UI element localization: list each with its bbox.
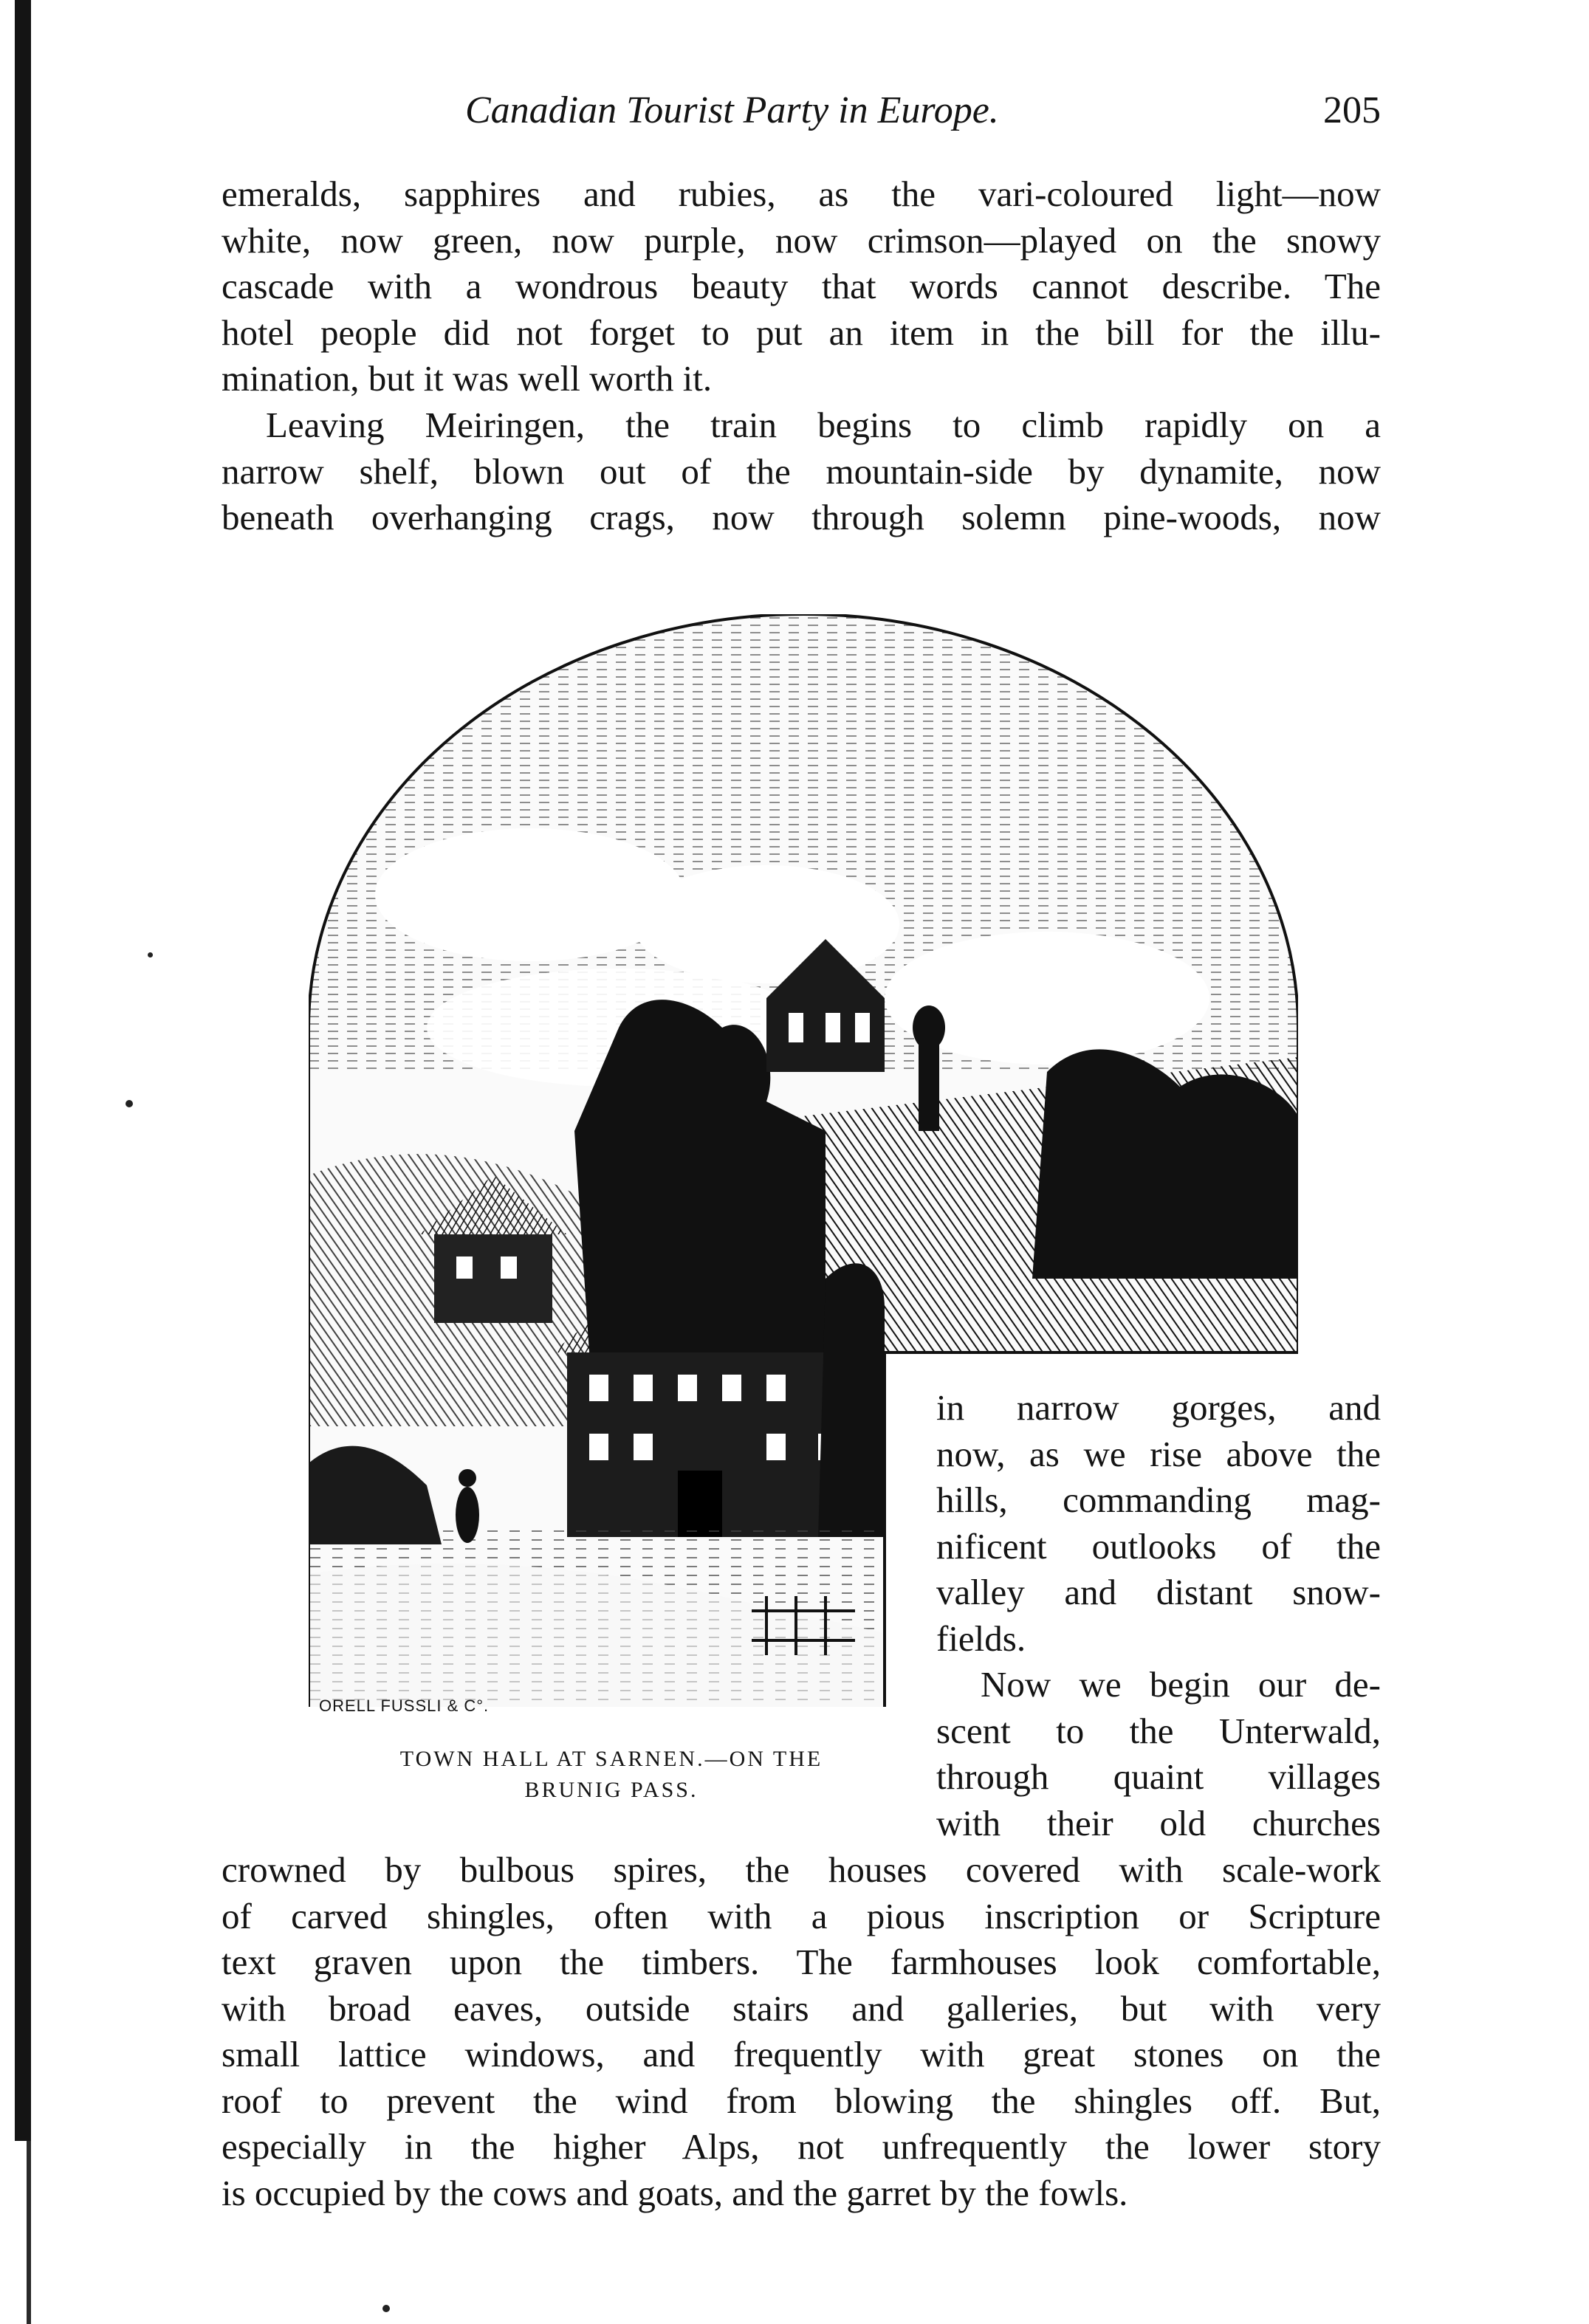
paragraph-bottom	[222, 1847, 1381, 2216]
text-line: cascade with a wondrous beauty that words cannot describe. The	[222, 266, 1381, 306]
text-line: Leaving Meiringen, the train begins to climb rapidly on a	[266, 405, 1381, 445]
caption-line: BRUNIG PASS.	[524, 1778, 699, 1802]
caption-line: TOWN HALL AT SARNEN.—ON THE	[399, 1747, 823, 1771]
text-line: with broad eaves, outside stairs and galleries, but with very	[222, 1987, 1381, 2029]
text-line: hills, commanding mag-	[936, 1479, 1381, 1520]
scan-speck	[382, 2305, 390, 2312]
scan-speck	[126, 1100, 133, 1107]
page-header	[222, 89, 1381, 140]
text-line: especially in the higher Alps, not unfrequently the lower story	[222, 2126, 1381, 2167]
text-line: Now we begin our de-	[981, 1664, 1381, 1705]
paragraph-2	[222, 402, 1381, 541]
text-line: emeralds, sapphires and rubies, as the vari-coloured light—now	[222, 173, 1381, 214]
text-line: white, now green, now purple, now crimson—played on the snowy	[222, 219, 1381, 261]
running-title: Canadian Tourist Party in Europe.	[465, 89, 999, 131]
text-line: is occupied by the cows and goats, and the garret by the fowls.	[222, 2172, 1128, 2213]
text-line: of carved shingles, often with a pious inscription or Scripture	[222, 1895, 1381, 1936]
text-line: mination, but it was well worth it.	[222, 358, 713, 399]
paragraph-1	[222, 171, 1381, 402]
engraver-mark: ORELL FUSSLI & C°.	[319, 1696, 490, 1715]
text-line: now, as we rise above the	[936, 1433, 1381, 1474]
text-line: valley and distant snow-	[936, 1572, 1381, 1612]
text-line: roof to prevent the wind from blowing the shingles off. But,	[222, 2080, 1381, 2121]
scan-edge-bar-lower	[27, 2141, 31, 2324]
scan-speck	[148, 952, 153, 958]
text-line: nificent outlooks of the	[936, 1525, 1381, 1567]
text-line: beneath overhanging crags, now through solemn pine-woods, now	[222, 497, 1381, 537]
text-line: hotel people did not forget to put an item in the bill for the illu-	[222, 312, 1381, 353]
text-line: scent to the Unterwald,	[936, 1710, 1381, 1751]
text-line: narrow shelf, blown out of the mountain-side by dynamite, now	[222, 450, 1381, 492]
figure-caption	[309, 1744, 914, 1806]
text-line: in narrow gorges, and	[936, 1387, 1381, 1428]
text-line: with their old churches	[936, 1802, 1381, 1843]
text-line: small lattice windows, and frequently with great stones on the	[222, 2034, 1381, 2074]
text-line: through quaint villages	[936, 1756, 1381, 1797]
text-line: fields.	[936, 1617, 1026, 1659]
text-line: crowned by bulbous spires, the houses covered with scale-work	[222, 1849, 1381, 1890]
text-line: text graven upon the timbers. The farmhouses look comfortable,	[222, 1942, 1381, 1982]
page-number: 205	[1323, 89, 1381, 131]
narrow-column-text	[936, 1385, 1381, 1846]
scan-edge-bar	[15, 0, 31, 2141]
